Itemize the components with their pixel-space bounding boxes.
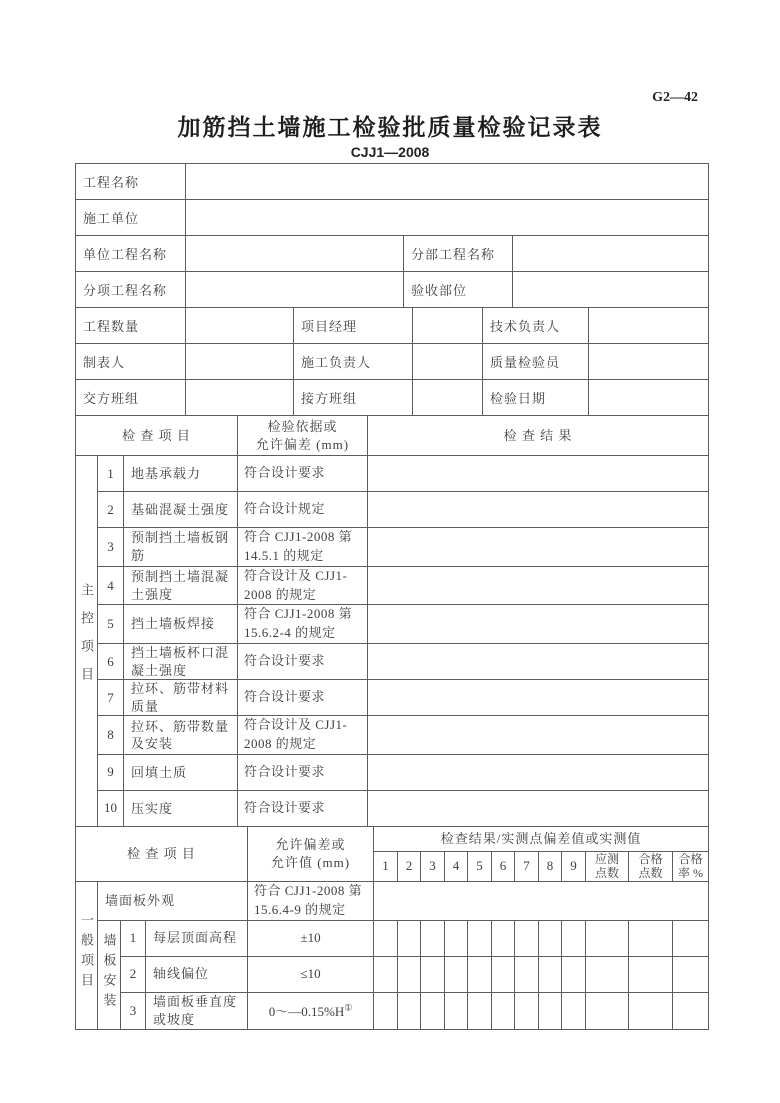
row-number: 3	[121, 992, 146, 1029]
table-row	[76, 605, 709, 644]
allowed-deviation-line1: 允许偏差或	[275, 837, 346, 853]
point-col-4: 4	[445, 851, 468, 881]
check-item: 预制挡土墙混凝土强度	[124, 566, 238, 605]
measured-values-header: 检查结果/实测点偏差值或实测值	[374, 826, 709, 851]
check-criteria: 符合 CJJ1-2008 第 15.6.2-4 的规定	[238, 605, 368, 644]
table-row	[76, 380, 709, 416]
measure-cell	[586, 992, 629, 1029]
allowed-value: 0～—0.15%H①	[248, 992, 374, 1029]
check-criteria: 符合 CJJ1-2008 第 15.6.4-9 的规定	[248, 881, 374, 920]
measure-cell	[629, 992, 673, 1029]
form-standard-subtitle: CJJ1—2008	[350, 144, 430, 160]
blank-cell	[589, 380, 709, 416]
blank-cell	[589, 344, 709, 380]
row-number: 1	[121, 920, 146, 956]
check-item: 每层顶面高程	[146, 920, 248, 956]
result-blank-cell	[368, 716, 709, 755]
point-col-7: 7	[515, 851, 539, 881]
row-number: 2	[121, 956, 146, 992]
row-number: 5	[98, 605, 124, 644]
row-number: 6	[98, 644, 124, 680]
measure-cell	[492, 956, 515, 992]
measure-cell	[468, 920, 492, 956]
main-control-vertical-label: 主控项目	[76, 456, 98, 827]
measure-cell	[629, 956, 673, 992]
measure-cell	[629, 920, 673, 956]
measure-cell	[374, 992, 398, 1029]
check-item: 轴线偏位	[146, 956, 248, 992]
check-criteria: 符合设计要求	[238, 790, 368, 826]
row-number: 3	[98, 528, 124, 567]
result-blank-cell	[368, 790, 709, 826]
measure-cell	[673, 920, 709, 956]
info-label-quantity: 工程数量	[76, 308, 186, 344]
measure-cell	[398, 920, 421, 956]
check-item: 地基承载力	[124, 456, 238, 492]
measure-cell	[562, 956, 586, 992]
table-row	[76, 754, 709, 790]
check-criteria: 符合设计要求	[238, 680, 368, 716]
row-number: 10	[98, 790, 124, 826]
table-row	[76, 956, 709, 992]
general-items-section	[75, 826, 709, 1030]
point-col-3: 3	[421, 851, 445, 881]
point-col-9: 9	[562, 851, 586, 881]
info-label-inspection-date: 检验日期	[483, 380, 589, 416]
basis-header-line2: 允许偏差 (mm)	[255, 436, 350, 452]
table-row	[76, 644, 709, 680]
info-label-quality-inspector: 质量检验员	[483, 344, 589, 380]
form-table	[75, 163, 708, 1030]
measure-cell	[539, 956, 562, 992]
row-number: 7	[98, 680, 124, 716]
row-number: 2	[98, 492, 124, 528]
table-row	[76, 716, 709, 755]
blank-cell	[186, 236, 404, 272]
measure-cell	[539, 992, 562, 1029]
measure-cell	[562, 992, 586, 1029]
measure-cell	[562, 920, 586, 956]
table-row	[76, 566, 709, 605]
point-col-5: 5	[468, 851, 492, 881]
allowed-value: ±10	[248, 920, 374, 956]
result-blank-cell	[368, 754, 709, 790]
check-result-header: 检 查 结 果	[368, 416, 709, 456]
measure-cell	[421, 920, 445, 956]
measure-cell	[539, 920, 562, 956]
basis-header-line1: 检验依据或	[267, 418, 338, 434]
result-blank-cell	[368, 492, 709, 528]
info-label-project-name: 工程名称	[76, 164, 186, 200]
info-label-form-maker: 制表人	[76, 344, 186, 380]
result-blank-cell	[368, 644, 709, 680]
blank-cell	[186, 272, 404, 308]
check-item: 挡土墙板焊接	[124, 605, 238, 644]
result-blank-cell	[368, 528, 709, 567]
check-item: 回填土质	[124, 754, 238, 790]
table-row	[76, 528, 709, 567]
table-row	[76, 790, 709, 826]
check-criteria: 符合设计及 CJJ1-2008 的规定	[238, 716, 368, 755]
row-number: 4	[98, 566, 124, 605]
basis-header	[238, 416, 368, 456]
measure-cell	[374, 920, 398, 956]
measure-cell	[515, 992, 539, 1029]
required-points-header: 应测 点数	[586, 851, 629, 881]
table-row	[76, 680, 709, 716]
table-row	[76, 164, 709, 200]
qualified-points-header: 合格 点数	[629, 851, 673, 881]
measure-cell	[445, 920, 468, 956]
info-label-unit-project: 单位工程名称	[76, 236, 186, 272]
check-criteria: 符合设计要求	[238, 644, 368, 680]
check-items-header: 检 查 项 目	[76, 416, 238, 456]
table-row	[76, 826, 709, 851]
measure-cell	[421, 956, 445, 992]
blank-cell	[186, 344, 294, 380]
table-row	[76, 200, 709, 236]
measure-cell	[445, 992, 468, 1029]
info-label-project-manager: 项目经理	[294, 308, 413, 344]
check-items-header-2: 检 查 项 目	[76, 826, 248, 881]
form-code: G2—42	[652, 90, 698, 105]
info-label-construction-director: 施工负责人	[294, 344, 413, 380]
table-row	[76, 920, 709, 956]
table-row	[76, 881, 709, 920]
allowed-value: ≤10	[248, 956, 374, 992]
result-blank-cell	[368, 605, 709, 644]
table-row	[76, 236, 709, 272]
blank-cell	[413, 344, 483, 380]
allowed-deviation-line2: 允许值 (mm)	[270, 854, 351, 870]
allowed-deviation-header	[248, 826, 374, 881]
check-item: 基础混凝土强度	[124, 492, 238, 528]
point-col-2: 2	[398, 851, 421, 881]
measure-cell	[398, 992, 421, 1029]
check-criteria: 符合设计要求	[238, 456, 368, 492]
pass-rate-header: 合格 率 %	[673, 851, 709, 881]
measure-cell	[468, 992, 492, 1029]
check-item: 墙面板垂直度或坡度	[146, 992, 248, 1029]
info-section	[75, 163, 709, 416]
check-item: 压实度	[124, 790, 238, 826]
table-row	[76, 416, 709, 456]
row-number: 8	[98, 716, 124, 755]
footnote-marker: ①	[344, 1002, 353, 1013]
result-blank-cell	[368, 566, 709, 605]
info-label-acceptance-part: 验收部位	[404, 272, 513, 308]
result-blank-cell	[374, 881, 709, 920]
check-item: 预制挡土墙板钢筋	[124, 528, 238, 567]
info-label-division-project: 分部工程名称	[404, 236, 513, 272]
measure-cell	[374, 956, 398, 992]
main-control-section	[75, 415, 709, 827]
blank-cell	[413, 380, 483, 416]
measure-cell	[468, 956, 492, 992]
point-col-6: 6	[492, 851, 515, 881]
blank-cell	[186, 164, 709, 200]
blank-cell	[186, 308, 294, 344]
row-number: 9	[98, 754, 124, 790]
check-item: 墙面板外观	[98, 881, 248, 920]
form-title: 加筋挡土墙施工检验批质量检验记录表	[177, 114, 603, 140]
table-row	[76, 456, 709, 492]
measure-cell	[421, 992, 445, 1029]
measure-cell	[492, 992, 515, 1029]
check-criteria: 符合设计规定	[238, 492, 368, 528]
blank-cell	[186, 380, 294, 416]
measure-cell	[445, 956, 468, 992]
check-item: 挡土墙板杯口混凝土强度	[124, 644, 238, 680]
table-row	[76, 992, 709, 1029]
check-item: 拉环、筋带数量及安装	[124, 716, 238, 755]
measure-cell	[673, 956, 709, 992]
info-label-construction-unit: 施工单位	[76, 200, 186, 236]
measure-cell	[398, 956, 421, 992]
table-row	[76, 492, 709, 528]
table-row	[76, 344, 709, 380]
blank-cell	[413, 308, 483, 344]
measure-cell	[515, 920, 539, 956]
check-item: 拉环、筋带材料质量	[124, 680, 238, 716]
result-blank-cell	[368, 680, 709, 716]
point-col-1: 1	[374, 851, 398, 881]
info-label-subitem-project: 分项工程名称	[76, 272, 186, 308]
blank-cell	[513, 272, 709, 308]
result-blank-cell	[368, 456, 709, 492]
check-criteria: 符合设计及 CJJ1-2008 的规定	[238, 566, 368, 605]
blank-cell	[186, 200, 709, 236]
table-row	[76, 308, 709, 344]
measure-cell	[586, 920, 629, 956]
row-number: 1	[98, 456, 124, 492]
general-items-vertical-label: 一般项目	[76, 881, 98, 1029]
info-label-handover-team: 交方班组	[76, 380, 186, 416]
measure-cell	[492, 920, 515, 956]
info-label-receiving-team: 接方班组	[294, 380, 413, 416]
measure-cell	[673, 992, 709, 1029]
table-row	[76, 272, 709, 308]
wall-panel-install-vertical-label: 墙板安装	[98, 920, 121, 1029]
blank-cell	[513, 236, 709, 272]
check-criteria: 符合设计要求	[238, 754, 368, 790]
measure-cell	[515, 956, 539, 992]
measure-cell	[586, 956, 629, 992]
check-criteria: 符合 CJJ1-2008 第 14.5.1 的规定	[238, 528, 368, 567]
info-label-technical-director: 技术负责人	[483, 308, 589, 344]
blank-cell	[589, 308, 709, 344]
point-col-8: 8	[539, 851, 562, 881]
